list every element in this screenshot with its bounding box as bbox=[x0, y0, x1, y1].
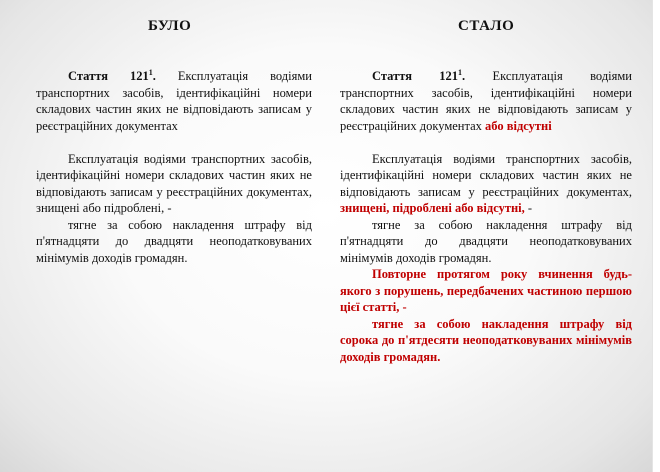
heading-before: БУЛО bbox=[148, 18, 192, 34]
article-title-before bbox=[36, 68, 312, 134]
paragraph-2-after: тягне за собою накладення штрафу від п'ятнадцяти до двадцяти неоподатковуваних мінімумів доходів громадян. bbox=[340, 217, 632, 265]
window-edge bbox=[652, 0, 660, 472]
paragraph-2-before: тягне за собою накладення штрафу від п'ятнадцяти до двадцяти неоподатковуваних мінімумів доходів громадян. bbox=[36, 217, 312, 265]
paragraph-4-after-added: тягне за собою накладення штрафу від сорока до п'ятдесяти неоподатковуваних мінімумів доходів громадян. bbox=[340, 316, 632, 364]
added-text: або відсутні bbox=[485, 118, 552, 133]
article-number: Стаття $121^1$. bbox=[68, 67, 156, 83]
article-number: Стаття $121^1$. bbox=[372, 67, 466, 83]
column-after bbox=[340, 68, 632, 365]
article-title-text: Експлуатація водіями транспортних засобів, ідентифікаційні номери складових частин яких не відповідають записам у реєстраційних документах bbox=[340, 69, 632, 133]
article-title-text: Експлуатація водіями транспортних засобів, ідентифікаційні номери складових частин яких не відповідають записам у реєстраційних документах bbox=[36, 69, 312, 133]
paragraph-1-after: Експлуатація водіями транспортних засобів, ідентифікаційні номери складових частин яких не відповідають записам у реєстраційних документах, знищені, підроблені або відсутні, - bbox=[340, 151, 632, 215]
column-before bbox=[36, 68, 312, 266]
article-title-after bbox=[340, 68, 632, 134]
heading-after: СТАЛО bbox=[458, 18, 515, 34]
added-text: знищені, підроблені або відсутні, bbox=[340, 201, 525, 215]
paragraph-3-after-added: Повторне протягом року вчинення будь-якого з порушень, передбачених частиною першою цієї статті, - bbox=[340, 267, 632, 314]
paragraph-1-before: Експлуатація водіями транспортних засобів, ідентифікаційні номери складових частин яких не відповідають записам у реєстраційних документах, знищені або підроблені, - bbox=[36, 151, 312, 215]
